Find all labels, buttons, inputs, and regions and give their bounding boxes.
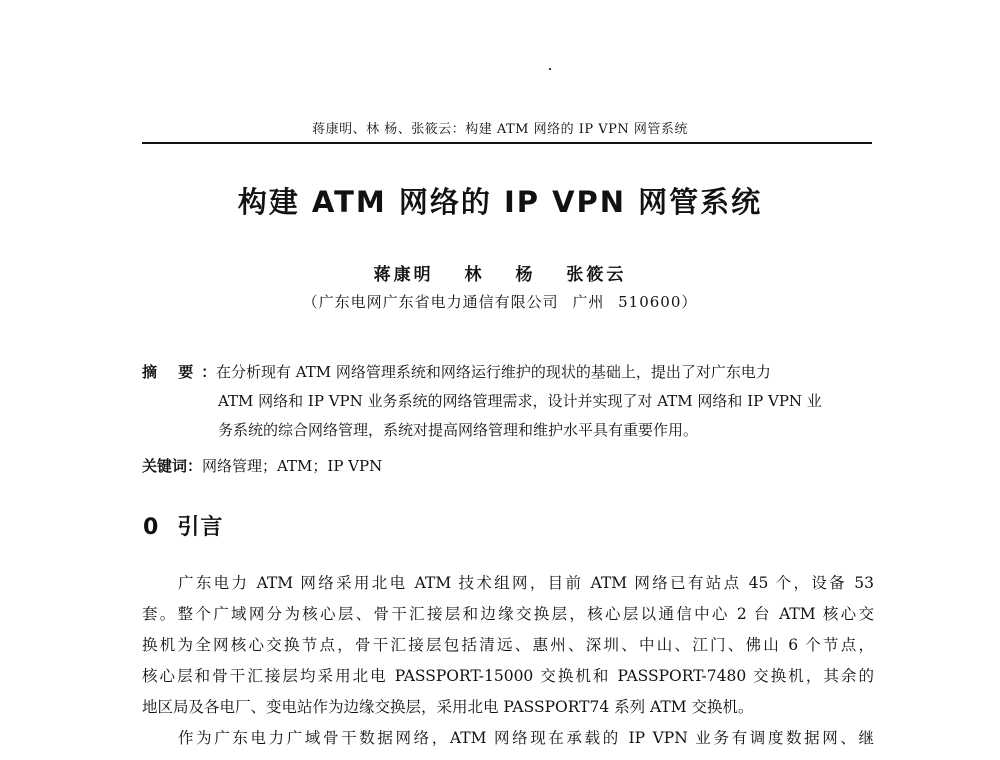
keywords (142, 455, 382, 476)
affiliation: （广东电网广东省电力通信有限公司 广州 510600） (302, 293, 698, 311)
abstract-line: 在分析现有 ATM 网络管理系统和网络运行维护的现状的基础上，提出了对广东电力 (216, 363, 771, 381)
body-line: 广东电力 ATM 网络采用北电 ATM 技术组网，目前 ATM 网络已有站点 45 个，设备 53 (178, 574, 874, 592)
body-text (142, 568, 874, 754)
abstract-line: 务系统的综合网络管理，系统对提高网络管理和维护水平具有重要作用。 (218, 421, 699, 439)
author-name: 蒋康明 (373, 265, 434, 285)
keywords-label: 关键词： (142, 457, 203, 475)
section-title: 引言 (177, 515, 224, 540)
author-name: 张筱云 (566, 265, 627, 285)
body-line: 换机为全网核心交换节点，骨干汇接层包括清远、惠州、深圳、中山、江门、佛山 6 个节点， (142, 636, 874, 654)
abstract (142, 358, 872, 445)
body-line: 作为广东电力广域骨干数据网络，ATM 网络现在承载的 IP VPN 业务有调度数据网、继 (178, 729, 874, 747)
body-line: 核心层和骨干汇接层均采用北电 PASSPORT-15000 交换机和 PASSPORT-7480 交换机，其余的 (142, 667, 874, 685)
header-rule (142, 142, 872, 144)
section-number: 0 (143, 515, 160, 540)
keywords-value: 网络管理；ATM；IP VPN (202, 457, 383, 475)
scan-speck (549, 68, 551, 70)
paper-title: 构建 ATM 网络的 IP VPN 网管系统 (237, 185, 763, 219)
abstract-label: 摘 要： (142, 363, 225, 381)
abstract-body (142, 358, 872, 445)
section-heading (143, 510, 223, 541)
abstract-line: ATM 网络和 IP VPN 业务系统的网络管理需求，设计并实现了对 ATM 网络和 IP VPN 业 (218, 392, 822, 410)
running-header: 蒋康明、林 杨、张筱云：构建 ATM 网络的 IP VPN 网管系统 (312, 122, 688, 137)
body-line: 地区局及各电厂、变电站作为边缘交换层，采用北电 PASSPORT74 系列 ATM 交换机。 (142, 698, 754, 716)
body-line: 套。整个广域网分为核心层、骨干汇接层和边缘交换层，核心层以通信中心 2 台 ATM 核心交 (142, 605, 874, 623)
author-name: 林 杨 (464, 265, 536, 285)
author-list (0, 260, 1000, 285)
